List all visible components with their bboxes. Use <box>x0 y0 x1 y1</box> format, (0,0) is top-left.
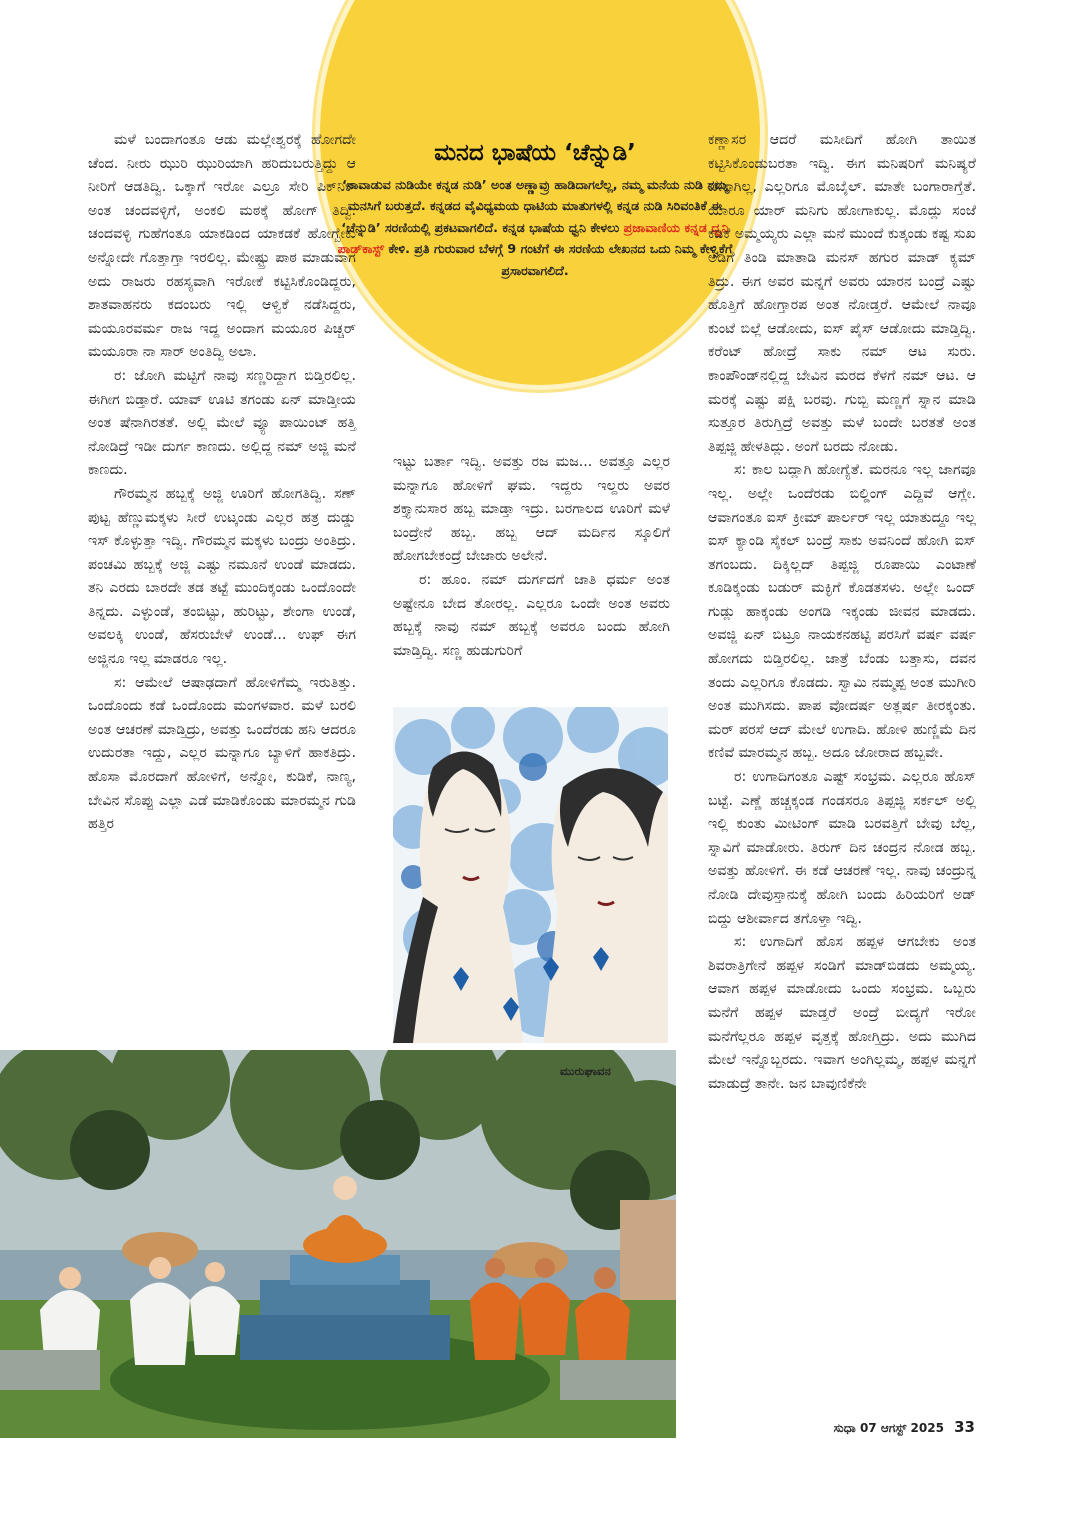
illustration-two-women <box>393 707 668 1043</box>
paragraph: ಸ: ಕಾಲ ಬದ್ಲಾಗಿ ಹೋಗ್ಯೆತೆ. ಮರನೂ ಇಲ್ಲ ಜಾಗವೂ ಇಲ್ಲ. ಅಲ್ಲೇ ಒಂದೆರಡು ಬಿಲ್ಡಿಂಗ್ ಎದ್ದಿವೆ ಆಗ್ಲೇ. ಆವಾಗಂತೂ ಐಸ್ ಕ್ರೀಮ್ ಪಾರ್ಲರ್ ಇಲ್ಲ ಯಾತುದ್ದೂ ಇಲ್ಲ ಐಸ್ ಕ್ಯಾಂಡಿ ಸೈಕಲ್ ಬಂದ್ರೆ ಸಾಕು ಅವನಿಂದೆ ಹೋಗಿ ಐಸ್ ತಗಂಬದು. ದಿಕ್ಕಿಲ್ಲದ್ ತಿಪ್ಪಜ್ಜಿ ರೂಪಾಯಿ ಎಂಟಾಣೆ ಕೂಡಿಕ್ಕಂಡು ಬಡುರ್ ಮಕ್ಳಿಗೆ ಕೊಡತಸಳು. ಅಲ್ಲೇ ಒಂದ್ ಗುಡ್ಲು ಹಾಕ್ಕಂಡು ಅಂಗಡಿ ಇಕ್ಕಂಡು ಜೀವನ ಮಾಡದು. ಅವಜ್ಜಿ ಏನ್ ಬಿಟ್ರೂ ನಾಯಕನಹಟ್ಟಿ ಪರಸಿಗೆ ವರ್ಷ ವರ್ಷ ಹೋಗದು ಬಿಡ್ತಿರಲಿಲ್ಲ. ಜಾತ್ರೆ ಬೆಂಡು ಬತ್ತಾಸು, ದವನ ತಂದು ಎಲ್ಲರಿಗೂ ಕೊಡದು. ಸ್ವಾಮಿ ನಮ್ಮಪ್ಪ ಅಂತ ಮುಗೀರಿ ಅಂತ ಮುಗಿಸದು. ಪಾಪ ವೋದರ್ಷ ಅತ್ಲರ್ಷ ತೀರಕ್ಕಂತು. ಮರ್ ಪರಸೆ ಆದ್ ಮೇಲೆ ಉಗಾದಿ. ಹೋಳಿ ಹುಣ್ಣಿಮೆ ದಿನ ಕಣಿವೆ ಮಾರಮ್ಮನ ಹಬ್ಬ. ಅದೂ ಜೋರಾದ ಹಬ್ಬವೇ. <box>708 462 976 762</box>
paragraph: ಕಣ್ಣಾಸರ ಆದರೆ ಮಸೀದಿಗೆ ಹೋಗಿ ತಾಯಿತ ಕಟ್ಟಿಸಿಕೊಂಡುಬರತಾ ಇದ್ವಿ. ಈಗ ಮನಿಷರಿಗೆ ಮನಿಷ್ಯರೆ ಬೇಕಾಗಿಲ್ಲ, ಎಲ್ಲರಿಗೂ ಮೊಬೈಲ್. ಮಾತೇ ಬಂಗಾರಾಗ್ತೆತೆ. ಯಾರೂ ಯಾರ್ ಮನಿಗು ಹೋಗಾಕುಲ್ಲ. ಮೊದ್ಲು ಸಂಜೆ ಕಡಿಕೆ ಅಮ್ಮಯ್ಯರು ಎಲ್ಲಾ ಮನೆ ಮುಂದೆ ಕುತ್ಕಂಡು ಕಷ್ಟ ಸುಖ ಅಡಿಗೆ ತಿಂಡಿ ಮಾತಾಡಿ ಮನಸ್ ಹಗುರ ಮಾಡ್ ಕ್ಯಮ್ ತಿದ್ರು. ಈಗ ಅವರ ಮನ್ನಗೆ ಅವರು ಯಾರನ ಬಂದ್ರೆ ಎಷ್ಟು ಹೊತ್ತಿಗೆ ಹೋಗ್ತಾರಪ ಅಂತ ನೋಡ್ತರೆ. ಆಮೇಲೆ ನಾವೂ ಕುಂಟೆ ಬಿಲ್ಲೆ ಆಡೋದು, ಐಸ್ ಪೈಸ್ ಆಡೋದು ಮಾಡ್ತಿದ್ವಿ. ಕರೆಂಟ್ ಹೋದ್ರೆ ಸಾಕು ನಮ್ ಆಟ ಸುರು. ಕಾಂಪೌಂಡ್‌ನಲ್ಲಿದ್ದ ಬೇವಿನ ಮರದ ಕೆಳಗೆ ನಮ್ ಆಟ. ಆ ಮರಕ್ಕೆ ಎಷ್ಟು ಪಕ್ಷಿ ಬರವು. ಗುಬ್ಬಿ ಮಣ್ಣಗೆ ಸ್ನಾನ ಮಾಡಿ ಸುತ್ತೂರ ತಿರುಗ್ತಿದ್ರೆ ಅವತ್ತು ಮಳೆ ಬಂದೇ ಬರತತೆ ಅಂತ ತಿಪ್ಪಜ್ಜಿ ಹೇಳತಿದ್ಲು. ಅಂಗೆ ಬರದು ನೋಡು. <box>708 132 976 455</box>
sidebar-body-text-end: ಕೇಳಿ. ಪ್ರತಿ ಗುರುವಾರ ಬೆಳಗ್ಗೆ 9 ಗಂಟೆಗೆ ಈ ಸರಣಿಯ ಲೇಖನದ ಒದು ನಿಮ್ಮ ಕೇಳ್ವಿಕೆಗೆ ಪ್ರಸಾರವಾಗಲಿದೆ. <box>384 241 733 278</box>
paragraph: ರ: ಹೂಂ. ನಮ್ ದುರ್ಗದಗೆ ಜಾತಿ ಧರ್ಮ ಅಂತ ಅಷ್ಟೇನೂ ಬೇದ ತೋರಲ್ಲ. ಎಲ್ಲರೂ ಒಂದೇ ಅಂತ ಅವರು ಹಬ್ಬಕ್ಕೆ ನಾವು ನಮ್ ಹಬ್ಬಕ್ಕೆ ಅವರೂ ಬಂದು ಹೋಗಿ ಮಾಡ್ತಿದ್ವಿ. ಸಣ್ಣ ಹುಡುಗುರಿಗೆ <box>393 571 670 659</box>
article-column-1 <box>88 129 356 837</box>
paragraph: ಮಳೆ ಬಂದಾಗಂತೂ ಆಡು ಮಲ್ಲೇಶ್ವರಕ್ಕೆ ಹೋಗದೇ ಚೆಂದ. ನೀರು ಝುರಿ ಝುರಿಯಾಗಿ ಹರಿದುಬರುತ್ತಿದ್ದು ಆ ನೀರಿಗೆ ಆಡತಿದ್ವಿ. ಒಕ್ಕಾಗೆ ಇರೋ ಎಲ್ರೂ ಸೇರಿ ಪಿಕ್‌ನಿಕ್ ಅಂತ ಚಂದವಳ್ಳಿಗೆ, ಅಂಕಲಿ ಮಠಕ್ಕೆ ಹೋಗ್ ತಿದ್ವಿ. ಚಂದವಳ್ಳಿ ಗುಹೆಗಂತೂ ಯಾಕಡಿಂದ ಯಾಕಡಕೆ ಹೋಗ್ಬೇಕು ಅನ್ನೋದೇ ಗೊತ್ತಾಗ್ತಾ ಇರಲಿಲ್ಲ. ಮೇಷ್ಟ್ರು ಪಾಠ ಮಾಡುವಾಗ ಅದು ರಾಜರು ರಹಸ್ಯವಾಗಿ ಇರೋಕೆ ಕಟ್ಟಿಸಿಕೊಂಡಿದ್ದರು, ಶಾತವಾಹನರು ಕದಂಬರು ಇಲ್ಲಿ ಆಳ್ವಿಕೆ ನಡೆಸಿದ್ದರು, ಮಯೂರವರ್ಮ ರಾಜ ಇದ್ದ ಅಂದಾಗ ಮಯೂರ ಪಿಚ್ಚರ್ ಮಯೂರಾ ನಾ ಸಾರ್ ಅಂತಿದ್ವಿ ಅಲಾ. <box>88 132 356 361</box>
page-footer <box>834 1418 975 1436</box>
sidebar-title: ಮನದ ಭಾಷೆಯ ‘ಚೆನ್ನುಡಿ’ <box>434 140 636 166</box>
article-column-3 <box>708 129 976 1096</box>
photo-buddha-statues-park <box>0 1050 676 1438</box>
sidebar-box <box>330 140 740 281</box>
issue-date: 07 ಆಗಸ್ಟ್ 2025 <box>859 1421 944 1435</box>
paragraph: ರ: ಜೋಗಿ ಮಟ್ಟಿಗೆ ನಾವು ಸಣ್ಣರಿದ್ದಾಗ ಬಿಡ್ತಿರಲಿಲ್ಲ. ಈಗೀಗ ಬಿಡ್ತಾರೆ. ಯಾವ್ ಊಟಿ ತಗಂಡು ಏನ್ ಮಾಡ್ತೀಯ ಅಂತ ಷೆನಾಗಿರತತೆ. ಅಲ್ಲಿ ಮೇಲೆ ವ್ಯೂ ಪಾಯಿಂಟ್ ಹತ್ತಿ ನೋಡಿದ್ರೆ ಇಡೀ ದುರ್ಗ ಕಾಣದು. ಅಲ್ಲಿದ್ದ ನಮ್ ಅಜ್ಜಿ ಮನೆ ಕಾಣದು. <box>88 367 356 479</box>
paragraph: ಇಟ್ಟು ಬರ್ತಾ ಇದ್ವಿ. ಅವತ್ತು ರಜ ಮಜ... ಅವತ್ತೂ ಎಲ್ಲರ ಮನ್ನಾಗೂ ಹೋಳಿಗೆ ಘಮ. ಇದ್ದರು ಇಲ್ದರು ಅವರ ಶಕ್ತ್ಯಾನುಸಾರ ಹಬ್ಬ ಮಾಡ್ತಾ ಇದ್ರು. ಬರಗಾಲದ ಊರಿಗೆ ಮಳೆ ಬಂದ್ರೇನೆ ಹಬ್ಬ. ಹಬ್ಬ ಆದ್ ಮರ್ದಿನ ಸ್ಕೂಲಿಗೆ ಹೋಗಬೇಕಂದ್ರೆ ಬೇಜಾರು ಅಲೇನೆ. <box>393 454 670 565</box>
paragraph: ಸ: ಆಮೇಲೆ ಆಷಾಢದಾಗೆ ಹೋಳಿಗೆಮ್ಮ ಇರುತಿತ್ತು. ಒಂದೊಂದು ಕಡೆ ಒಂದೊಂದು ಮಂಗಳವಾರ. ಮಳೆ ಬರಲಿ ಅಂತ ಆಚರಣೆ ಮಾಡ್ತಿದ್ರು, ಅವತ್ತು ಒಂದೆರಡು ಹನಿ ಆದರೂ ಉದುರತಾ ಇದ್ದು, ಎಲ್ಲರ ಮನ್ನಾಗೂ ಬ್ಯಾಳಿಗೆ ಹಾಕತಿದ್ರು. ಹೊಸಾ ಮೊರದಾಗೆ ಹೋಳಿಗೆ, ಅನ್ನೋ, ಕುಡಿಕೆ, ನಾಣ್ಯ, ಬೇವಿನ ಸೊಪ್ಪು ಎಲ್ಲಾ ಎಡೆ ಮಾಡಿಕೊಂಡು ಮಾರಮ್ಮನ ಗುಡಿ ಹತ್ತಿರ <box>88 674 356 833</box>
photo-credit: ಮುರುಘಾವನ <box>560 1064 611 1078</box>
paragraph: ಸ: ಉಗಾದಿಗೆ ಹೊಸ ಹಪ್ಪಳ ಆಗಬೇಕು ಅಂತ ಶಿವರಾತ್ರಿಗೇನೆ ಹಪ್ಪಳ ಸಂಡಿಗೆ ಮಾಡ್‌ಬಿಡದು ಅಮ್ಮಯ್ಯ. ಆವಾಗ ಹಪ್ಪಳ ಮಾಡೋದು ಒಂದು ಸಂಭ್ರಮ. ಒಬ್ಬರು ಮನೆಗೆ ಹಪ್ಪಳ ಮಾಡ್ತರೆ ಅಂದ್ರೆ ಬೀದ್ಯಗೆ ಇರೋ ಮನೆಗೆಲ್ಲರೂ ಹಪ್ಪಳ ವೃತ್ತಕ್ಕೆ ಹೋಗ್ತಿದ್ರು. ಅದು ಮುಗಿದ ಮೇಲೆ ಇನ್ನೊಬ್ಬರದು. ಇವಾಗ ಅಂಗಿಲ್ಲಮ್ಮ, ಹಪ್ಪಳ ಮನ್ನಗೆ ಮಾಡುದ್ರೆ ತಾನೇ. ಜನ ಬಾವುಣಿಕೆನೇ <box>708 934 976 1092</box>
podcast-link[interactable]: ಪ್ರಜಾವಾಣಿಯ ಕನ್ನಡ ಧ್ವನಿ ಪಾಡ್‌ಕಾಸ್ಟ್ <box>337 219 729 257</box>
sidebar-body <box>330 174 740 281</box>
magazine-name: ಸುಧಾ <box>833 1421 856 1435</box>
paragraph: ರ: ಉಗಾದಿಗಂತೂ ಎಷ್ಟ್ ಸಂಭ್ರಮ. ಎಲ್ಲರೂ ಹೊಸ್ ಬಟ್ಟೆ. ಎಣ್ಣೆ ಹಚ್ಚಕ್ಕಂಡ ಗಂಡಸರೂ ತಿಪ್ಪಜ್ಜಿ ಸರ್ಕಲ್ ಅಲ್ಲಿ ಇಲ್ಲಿ ಕುಂತು ಮೀಟಿಂಗ್ ಮಾಡಿ ಬರವತ್ತಿಗೆ ಬೇವು ಬೆಲ್ಲ, ಸ್ನಾವಿಗೆ ಮಾಡೋರು. ತಿರುಗ್ ದಿನ ಚಂದ್ರನ ನೋಡ ಹಬ್ಬ. ಅವತ್ತು ಹೋಳಿಗೆ. ಈ ಕಡೆ ಆಚರಣೆ ಇಲ್ಲ. ನಾವು ಚಂದ್ರುನ್ನ ನೋಡಿ ದೇವುಸ್ತಾನುಕ್ಕೆ ಹೋಗಿ ಬಂದು ಹಿರಿಯರಿಗೆ ಅಡ್ ಬಿದ್ದು ಆಶೀರ್ವಾದ ತಗೊಳ್ತಾ ಇದ್ವಿ. <box>708 769 976 927</box>
sidebar-body-text: ‘ನಾವಾಡುವ ನುಡಿಯೇ ಕನ್ನಡ ನುಡಿ’ ಅಂತ ಅಣ್ಣಾವ್ರು ಹಾಡಿದಾಗಲೆಲ್ಲ, ನಮ್ಮ ಮನೆಯ ನುಡಿ ನಮ್ಮ ಮನಸಿಗೆ ಬರುತ್ತದೆ. ಕನ್ನಡದ ವೈವಿಧ್ಯಮಯ ಧಾಟಿಯ ಮಾತುಗಳಲ್ಲಿ ಕನ್ನಡ ನುಡಿ ಸಿರಿವಂತಿಕೆ ಈ ‘ಚೆನ್ನುಡಿ’ ಸರಣಿಯಲ್ಲಿ ಪ್ರಕಟವಾಗಲಿದೆ. ಕನ್ನಡ ಭಾಷೆಯ ಧ್ವನಿ ಕೇಳಲು <box>341 177 729 235</box>
article-column-2 <box>393 451 670 663</box>
page-number: 33 <box>954 1418 975 1436</box>
paragraph: ಗೌರಮ್ಮನ ಹಬ್ಬಕ್ಕೆ ಅಜ್ಜಿ ಊರಿಗೆ ಹೋಗತಿದ್ವಿ. ಸಣ್ ಪುಟ್ಟ ಹೆಣ್ಣುಮಕ್ಕಳು ಸೀರೆ ಉಟ್ಕಂಡು ಎಲ್ಲರ ಹತ್ರ ದುಡ್ಡು ಇಸ್ ಕೊಳ್ಳುತ್ತಾ ಇದ್ವಿ. ಗೌರಮ್ಮನ ಮಕ್ಕಳು ಬಂದ್ರು ಅಂತಿದ್ರು. ಪಂಚಮಿ ಹಬ್ಬಕ್ಕೆ ಅಜ್ಜಿ ಎಷ್ಟು ನಮೂನೆ ಉಂಡೆ ಮಾಡದು. ತನಿ ಎರದು ಬಾರದೇ ತಡ ತಟ್ಟೆ ಮುಂದಿಕ್ಕಂಡು ಒಂದೊಂದೇ ತಿನ್ನದು. ಎಳ್ಳುಂಡೆ, ತಂಬಿಟ್ಟು, ಹುರಿಟ್ಟು, ಶೇಂಗಾ ಉಂಡೆ, ಅವಲಕ್ಕಿ ಉಂಡೆ, ಹೆಸರುಬೇಳೆ ಉಂಡೆ... ಉಫ್ ಈಗ ಅಜ್ಜಿನೂ ಇಲ್ಲ ಮಾಡರೂ ಇಲ್ಲ. <box>88 485 356 668</box>
